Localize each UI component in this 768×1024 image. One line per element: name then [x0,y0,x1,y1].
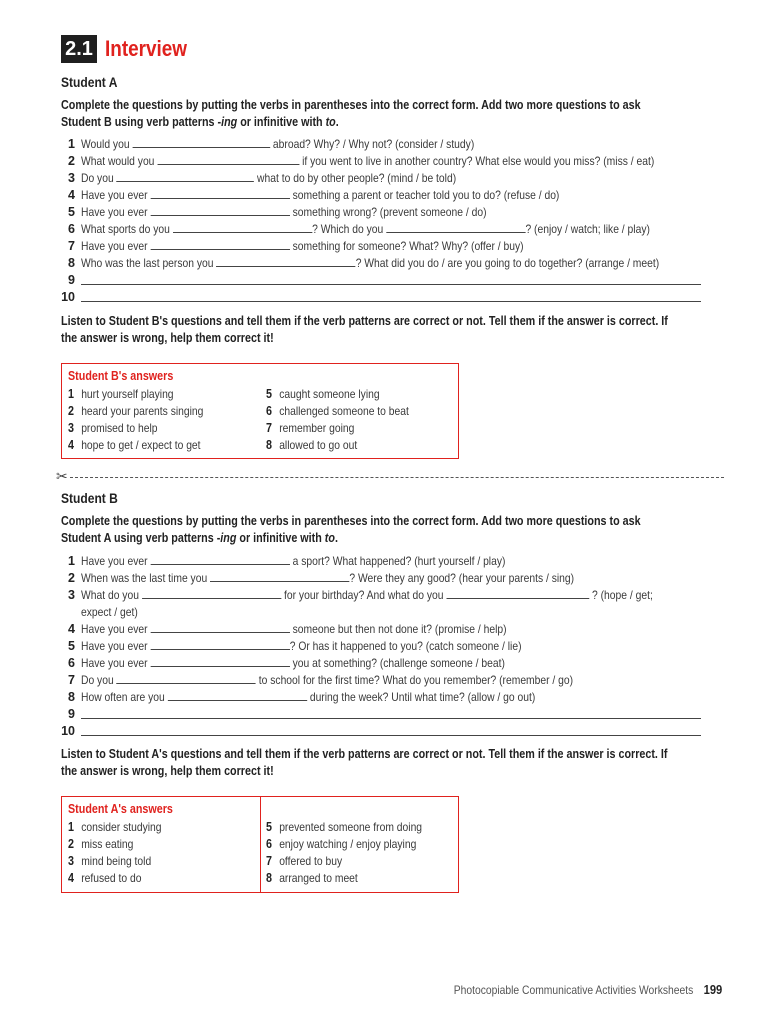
page-number: 199 [703,982,722,997]
student-b-listen-instructions: Listen to Student A's questions and tell them if the verb patterns are correct or not. Tell them if the answer is correct. If the answer is wrong, help them correct it! [61,747,668,778]
box-column-divider [260,797,261,892]
student-a-answers-box [61,796,459,893]
answer-item: 1 hurt yourself playing [68,387,174,401]
answer-blank[interactable] [216,255,355,267]
answer-item: 8 arranged to meet [266,871,358,885]
answer-item: 5 prevented someone from doing [266,820,423,834]
answer-item: 8 allowed to go out [266,438,358,452]
answer-blank[interactable] [117,170,255,182]
answers-box-title: Student A's answers [68,802,173,816]
answer-item: 3 mind being told [68,854,152,868]
student-a-instructions: Complete the questions by putting the verbs in parentheses into the correct form. Add two more questions to ask Student B using verb patterns -ing or infinitive with to. [61,98,641,129]
scissors-icon: ✂ [56,468,68,484]
answer-item: 2 miss eating [68,837,134,851]
answer-blank[interactable] [81,718,701,719]
answer-blank[interactable] [150,204,289,216]
cut-line-divider [70,477,724,478]
page-footer [410,982,722,997]
answer-item: 7 offered to buy [266,854,343,868]
answer-blank[interactable] [150,638,289,650]
answer-blank[interactable] [386,221,525,233]
answer-blank[interactable] [157,153,299,165]
student-b-answers-box [61,363,459,459]
answer-blank[interactable] [173,221,312,233]
student-a-heading: Student A [61,74,118,90]
answer-blank[interactable] [150,553,289,565]
answer-blank[interactable] [446,587,589,599]
answer-item: 7 remember going [266,421,355,435]
student-b-instructions: Complete the questions by putting the verbs in parentheses into the correct form. Add two more questions to ask Student A using verb patterns -ing or infinitive with to. [61,514,641,545]
answer-blank[interactable] [150,655,289,667]
section-number-badge: 2.1 [61,35,97,63]
answer-blank[interactable] [117,672,256,684]
answer-item: 6 enjoy watching / enjoy playing [266,837,417,851]
answer-item: 4 refused to do [68,871,142,885]
answer-blank[interactable] [168,689,307,701]
footer-text: Photocopiable Communicative Activities Worksheets [453,983,694,997]
page-title: Interview [105,36,188,61]
answer-blank[interactable] [81,735,701,736]
student-b-heading: Student B [61,490,118,506]
answer-item: 4 hope to get / expect to get [68,438,201,452]
answer-blank[interactable] [150,187,289,199]
answer-blank[interactable] [142,587,281,599]
answer-item: 5 caught someone lying [266,387,380,401]
answer-item: 6 challenged someone to beat [266,404,409,418]
answer-blank[interactable] [150,238,289,250]
student-a-listen-instructions: Listen to Student B's questions and tell them if the verb patterns are correct or not. Tell them if the answer is correct. If the answer is wrong, help them correct it! [61,314,668,345]
answer-blank[interactable] [210,570,349,582]
answers-box-title: Student B's answers [68,369,174,383]
answer-blank[interactable] [150,621,289,633]
answer-blank[interactable] [132,136,270,148]
answer-item: 2 heard your parents singing [68,404,204,418]
answer-blank[interactable] [81,284,701,285]
answer-blank[interactable] [81,301,701,302]
answer-item: 3 promised to help [68,421,158,435]
answer-item: 1 consider studying [68,820,162,834]
